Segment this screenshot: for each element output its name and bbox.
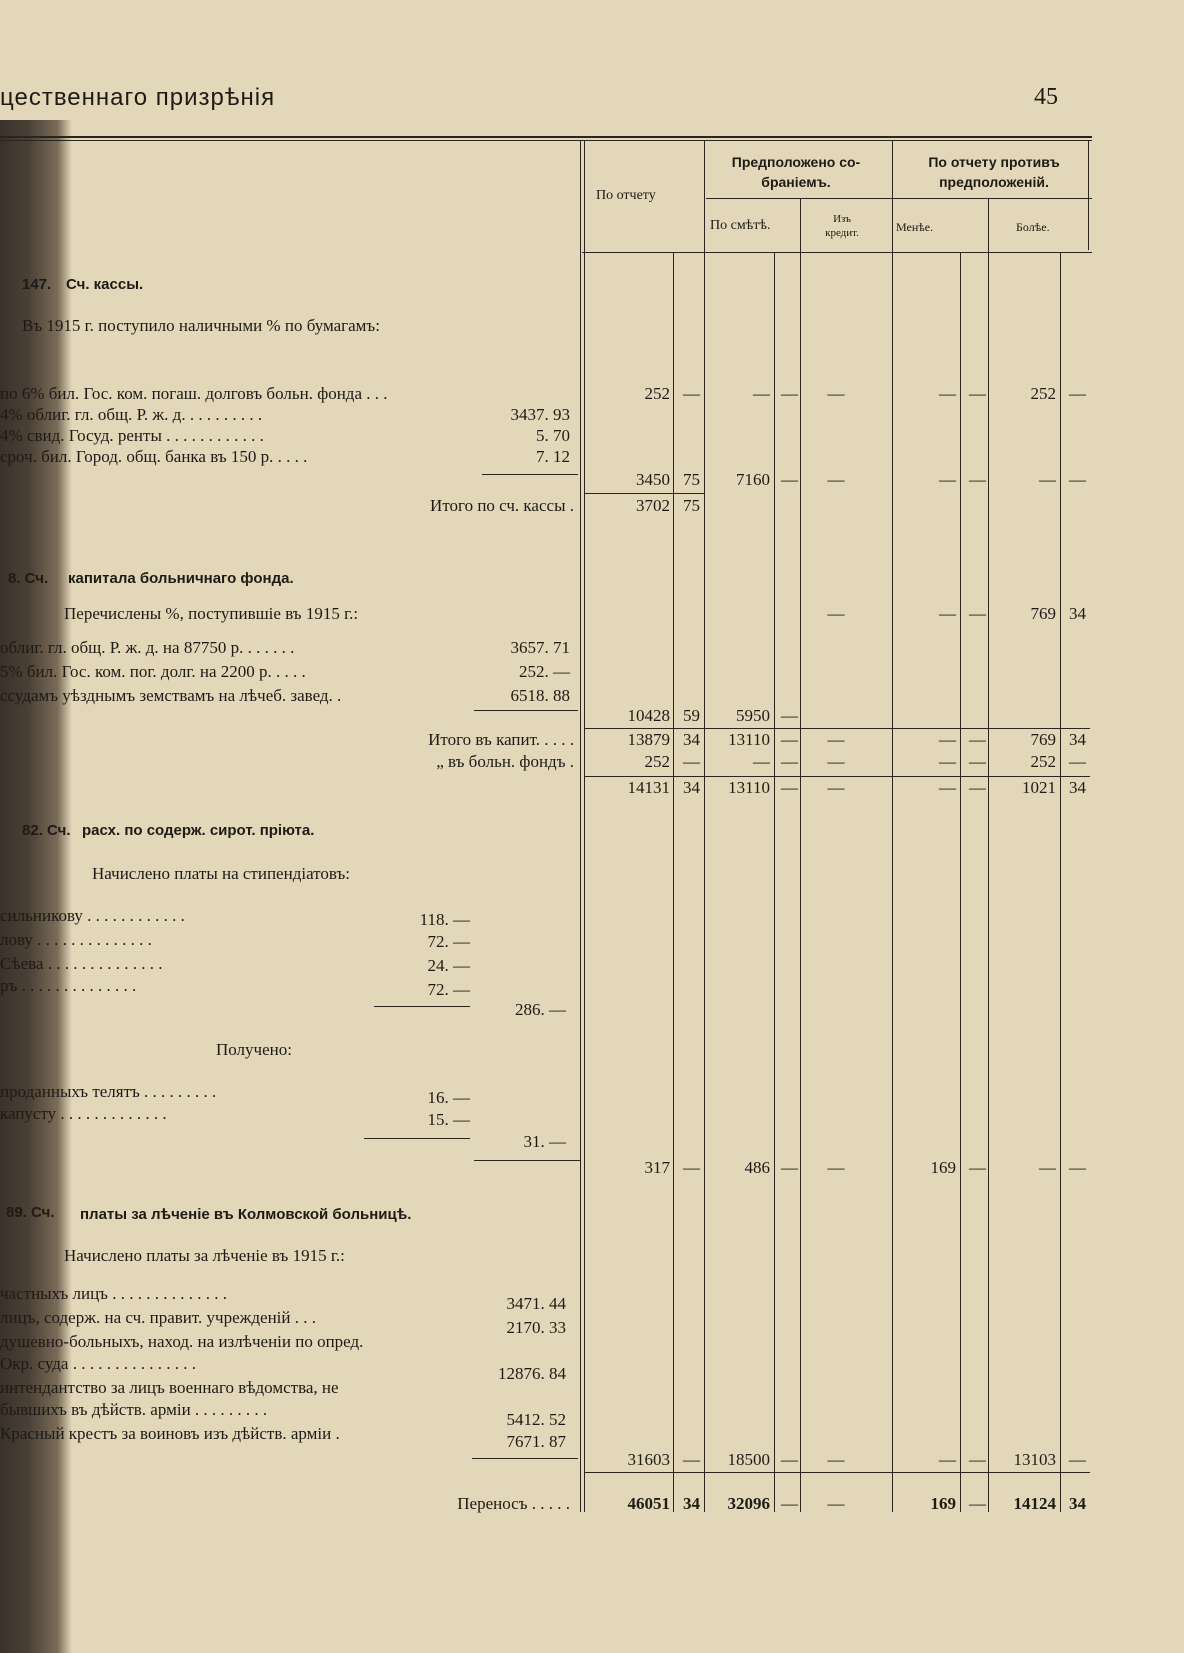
s148-fond-smeta: —: [753, 752, 770, 771]
s189-amt-6: 5412. 52: [506, 1410, 566, 1429]
s182-amt-4: 72. —: [427, 980, 470, 999]
col-iz-kredit: Изъ кредит.: [825, 213, 859, 239]
s147-r2-menee: —: [939, 470, 956, 489]
s182-line-3: Сѣева . . . . . . . . . . . . . .: [0, 954, 163, 973]
carry-menee-k: —: [969, 1494, 986, 1513]
s148-sum-bolee-k: 34: [1069, 778, 1086, 797]
s148-itogo-bolee-k: 34: [1069, 730, 1086, 749]
s189-smeta-k: —: [781, 1450, 798, 1469]
col-rule-menee: [892, 140, 893, 1512]
s147-heading: Сч. кассы.: [66, 276, 144, 293]
s148-itogo-menee: —: [939, 730, 956, 749]
s148-itogo-bolee: 769: [1030, 730, 1056, 749]
s182-line2-2: капусту . . . . . . . . . . . . .: [0, 1104, 167, 1123]
s147-r1-bolee-k: —: [1069, 384, 1086, 403]
s148-side-kredit: —: [827, 604, 845, 623]
s189-line-4: Окр. суда . . . . . . . . . . . . . . .: [0, 1354, 196, 1373]
s189-bolee: 13103: [1013, 1450, 1056, 1469]
col-predpolozheno: Предположено со- браніемъ.: [731, 154, 861, 190]
s189-menee-k: —: [969, 1450, 986, 1469]
s148-fond-bolee: 252: [1030, 752, 1056, 771]
s182-bolee-k: —: [1069, 1158, 1086, 1177]
col-menee: Менѣе.: [896, 220, 934, 234]
col-rule-kop: [673, 252, 674, 1512]
s147-r2-po-k: 75: [683, 470, 700, 489]
carry-menee: 169: [930, 1494, 956, 1513]
s148-num: 8. Сч.: [8, 570, 49, 587]
carry-bolee-k: 34: [1069, 1494, 1086, 1513]
s182-row-rule: [474, 1160, 580, 1161]
s148-heading: капитала больничнаго фонда.: [68, 570, 294, 587]
s148-itogo-smeta: 13110: [728, 730, 770, 749]
s189-amt-7: 7671. 87: [506, 1432, 566, 1451]
s182-kredit: —: [827, 1158, 845, 1177]
s182-po: 317: [644, 1158, 670, 1177]
s189-line-5: интендантство за лицъ военнаго вѣдомства, не: [0, 1378, 339, 1397]
s148-side-menee-k: —: [969, 604, 986, 623]
s189-kredit: —: [827, 1450, 845, 1469]
s147-total-po: 3702: [636, 496, 670, 515]
s147-r2-menee-k: —: [969, 470, 986, 489]
s182-po-k: —: [683, 1158, 700, 1177]
s147-r1-smeta: —: [753, 384, 770, 403]
s182-line-1: сильникову . . . . . . . . . . . .: [0, 906, 185, 925]
col-rule-left-2: [584, 140, 585, 1512]
carry-rule: [584, 1472, 1090, 1473]
carry-bolee: 14124: [1013, 1494, 1056, 1513]
s147-r1-po-k: —: [683, 384, 700, 403]
s148-line-1: облиг. гл. общ. Р. ж. д. на 87750 р. . . . . . .: [0, 638, 295, 657]
s148-itogo-kredit: —: [827, 730, 845, 749]
s148-amt-2: 252. —: [519, 662, 570, 681]
s189-menee: —: [939, 1450, 956, 1469]
s189-num: 89. Сч.: [6, 1204, 55, 1221]
s147-total-label: Итого по сч. кассы .: [430, 496, 574, 515]
s148-line-2: 5% бил. Гос. ком. пог. долг. на 2200 р. . . . .: [0, 662, 306, 681]
s147-r2-smeta: 7160: [736, 470, 770, 489]
s182-sub-rule-1: [374, 1006, 470, 1007]
s148-intro: Перечислены %, поступившіе въ 1915 г.:: [64, 604, 359, 623]
s148-r1-smeta-k: —: [781, 706, 798, 725]
s148-sum-kredit: —: [827, 778, 845, 797]
s147-r2-bolee-k: —: [1069, 470, 1086, 489]
s148-sum-smeta: 13110: [728, 778, 770, 797]
col-rule-smeta-kop: [774, 252, 775, 1512]
s147-num: 147.: [22, 276, 52, 293]
s148-fond-menee: —: [939, 752, 956, 771]
s148-sum-bolee: 1021: [1022, 778, 1056, 797]
s148-fond-menee-k: —: [969, 752, 986, 771]
s147-r1-menee: —: [939, 384, 956, 403]
carry-label: Переносъ . . . . .: [457, 1494, 570, 1513]
s182-sub-rule-2: [364, 1138, 470, 1139]
s182-smeta: 486: [744, 1158, 770, 1177]
s182-bolee: —: [1039, 1158, 1056, 1177]
header-bottom-rule: [582, 252, 1092, 253]
s148-sum-smeta-k: —: [781, 778, 798, 797]
col-rule-bolee: [988, 198, 989, 1512]
s147-r2-bolee: —: [1039, 470, 1056, 489]
col-po-smete: По смѣтѣ.: [710, 218, 771, 233]
s148-itogo-smeta-k: —: [781, 730, 798, 749]
s189-smeta: 18500: [727, 1450, 770, 1469]
col-rule-menee-kop: [960, 252, 961, 1512]
s182-menee: 169: [930, 1158, 956, 1177]
s148-fond-kredit: —: [827, 752, 845, 771]
s189-line-3: душевно-больныхъ, наход. на излѣченіи по опред.: [0, 1332, 364, 1351]
page-number: 45: [1034, 84, 1058, 110]
col-rule-right: [1088, 140, 1089, 250]
s147-r2-kredit: —: [827, 470, 845, 489]
s148-fond-smeta-k: —: [781, 752, 798, 771]
s182-smeta-k: —: [781, 1158, 798, 1177]
s189-bolee-k: —: [1069, 1450, 1086, 1469]
s148-sum-total-rule: [584, 776, 1090, 777]
s147-line-2: 4% облиг. гл. общ. Р. ж. д. . . . . . . . . .: [0, 405, 263, 424]
s147-amt-3: 5. 70: [536, 426, 570, 445]
s189-amt-2: 2170. 33: [506, 1318, 566, 1337]
s182-num: 82. Сч.: [22, 822, 71, 839]
s182-amt2-1: 16. —: [427, 1088, 470, 1107]
s147-r1-smeta-k: —: [781, 384, 798, 403]
s147-line-1: по 6% бил. Гос. ком. погаш. долговъ больн. фонда . . .: [0, 384, 388, 403]
s148-sum-po: 14131: [627, 778, 670, 797]
carry-kredit: —: [827, 1494, 845, 1513]
top-rule: [0, 136, 1092, 138]
s189-line-6: бывшихъ въ дѣйств. арміи . . . . . . . . .: [0, 1400, 268, 1419]
s189-amt-1: 3471. 44: [506, 1294, 566, 1313]
s147-r2-smeta-k: —: [781, 470, 798, 489]
s182-received: Получено:: [216, 1040, 292, 1059]
s182-menee-k: —: [969, 1158, 986, 1177]
col-bolee: Болѣе.: [1016, 220, 1050, 234]
s189-intro: Начислено платы за лѣченіе въ 1915 г.:: [64, 1246, 345, 1265]
s182-line-4: ръ . . . . . . . . . . . . . .: [0, 976, 137, 995]
s182-subtotal-1: 286. —: [515, 1000, 566, 1019]
s182-line-2: лову . . . . . . . . . . . . . .: [0, 930, 152, 949]
s189-line-1: частныхъ лицъ . . . . . . . . . . . . . .: [0, 1284, 227, 1303]
s147-r1-kredit: —: [827, 384, 845, 403]
s148-sum-po-k: 34: [683, 778, 700, 797]
s182-line2-1: проданныхъ телятъ . . . . . . . . .: [0, 1082, 217, 1101]
s147-line-3: 4% свид. Госуд. ренты . . . . . . . . . . . .: [0, 426, 264, 445]
s189-line-7: Красный крестъ за воиновъ изъ дѣйств. арміи .: [0, 1424, 340, 1443]
s148-fond-po: 252: [644, 752, 670, 771]
s147-total-rule: [584, 493, 704, 494]
col-rule-smeta: [704, 140, 705, 1512]
carry-smeta-k: —: [781, 1494, 798, 1513]
s148-sum-menee-k: —: [969, 778, 986, 797]
s148-r1-smeta: 5950: [736, 706, 770, 725]
s147-r1-po: 252: [644, 384, 670, 403]
s182-subtotal-2: 31. —: [523, 1132, 566, 1151]
s182-amt-3: 24. —: [427, 956, 470, 975]
s189-po: 31603: [627, 1450, 670, 1469]
col-rule-bolee-kop: [1060, 252, 1061, 1512]
s147-intro: Въ 1915 г. поступило наличными % по бумагамъ:: [22, 316, 380, 335]
s148-side-bolee-k: 34: [1069, 604, 1086, 623]
s182-amt2-2: 15. —: [427, 1110, 470, 1129]
s148-amt-3: 6518. 88: [510, 686, 570, 705]
s147-r1-menee-k: —: [969, 384, 986, 403]
top-rule-thin: [0, 140, 1092, 141]
s189-heading: платы за лѣченіе въ Колмовской больницѣ.: [80, 1206, 412, 1223]
s148-r1-po: 10428: [627, 706, 670, 725]
s189-line-2: лицъ, содерж. на сч. правит. учрежденій . . .: [0, 1308, 316, 1327]
s147-total-po-k: 75: [683, 496, 700, 515]
s182-intro: Начислено платы на стипендіатовъ:: [92, 864, 351, 883]
col-rule-left: [580, 140, 581, 1512]
carry-po: 46051: [627, 1494, 670, 1513]
s148-side-menee: —: [939, 604, 956, 623]
s148-sum-rule: [474, 710, 578, 711]
s147-amt-4: 7. 12: [536, 447, 570, 466]
s182-amt-2: 72. —: [427, 932, 470, 951]
col-rule-kredit: [800, 198, 801, 1512]
s148-fond-po-k: —: [683, 752, 700, 771]
s148-amt-1: 3657. 71: [510, 638, 570, 657]
s189-amt-4: 12876. 84: [498, 1364, 566, 1383]
s147-amt-2: 3437. 93: [510, 405, 570, 424]
s147-line-4: сроч. бил. Город. общ. банка въ 150 р. . . . .: [0, 447, 308, 466]
col-protiv: По отчету противъ предположеній.: [928, 154, 1060, 190]
s189-row-rule: [472, 1458, 578, 1459]
s148-fond-bolee-k: —: [1069, 752, 1086, 771]
carry-smeta: 32096: [727, 1494, 770, 1513]
running-title: цественнаго призрѣнія: [0, 84, 276, 111]
s182-amt-1: 118. —: [419, 910, 470, 929]
s148-line-3: ссудамъ уѣзднымъ земствамъ на лѣчеб. завед. .: [0, 686, 342, 705]
s147-sum-rule: [482, 474, 578, 475]
s147-r2-po: 3450: [636, 470, 670, 489]
s148-sum-menee: —: [939, 778, 956, 797]
s148-itogo-label: Итого въ капит. . . . .: [428, 730, 574, 749]
s148-fond-label: „ въ больн. фондъ .: [436, 752, 574, 771]
s182-heading: расх. по содерж. сирот. пріюта.: [82, 822, 315, 839]
s148-r1-po-k: 59: [683, 706, 700, 725]
col-po-otchetu: По отчету: [596, 188, 656, 203]
s189-po-k: —: [683, 1450, 700, 1469]
s148-itogo-po-k: 34: [683, 730, 700, 749]
s147-r1-bolee: 252: [1030, 384, 1056, 403]
header-mid-rule: [706, 198, 1092, 199]
s148-itogo-menee-k: —: [969, 730, 986, 749]
s148-itogo-po: 13879: [627, 730, 670, 749]
carry-po-k: 34: [683, 1494, 700, 1513]
s148-side-bolee: 769: [1030, 604, 1056, 623]
s148-itogo-rule: [584, 728, 1090, 729]
